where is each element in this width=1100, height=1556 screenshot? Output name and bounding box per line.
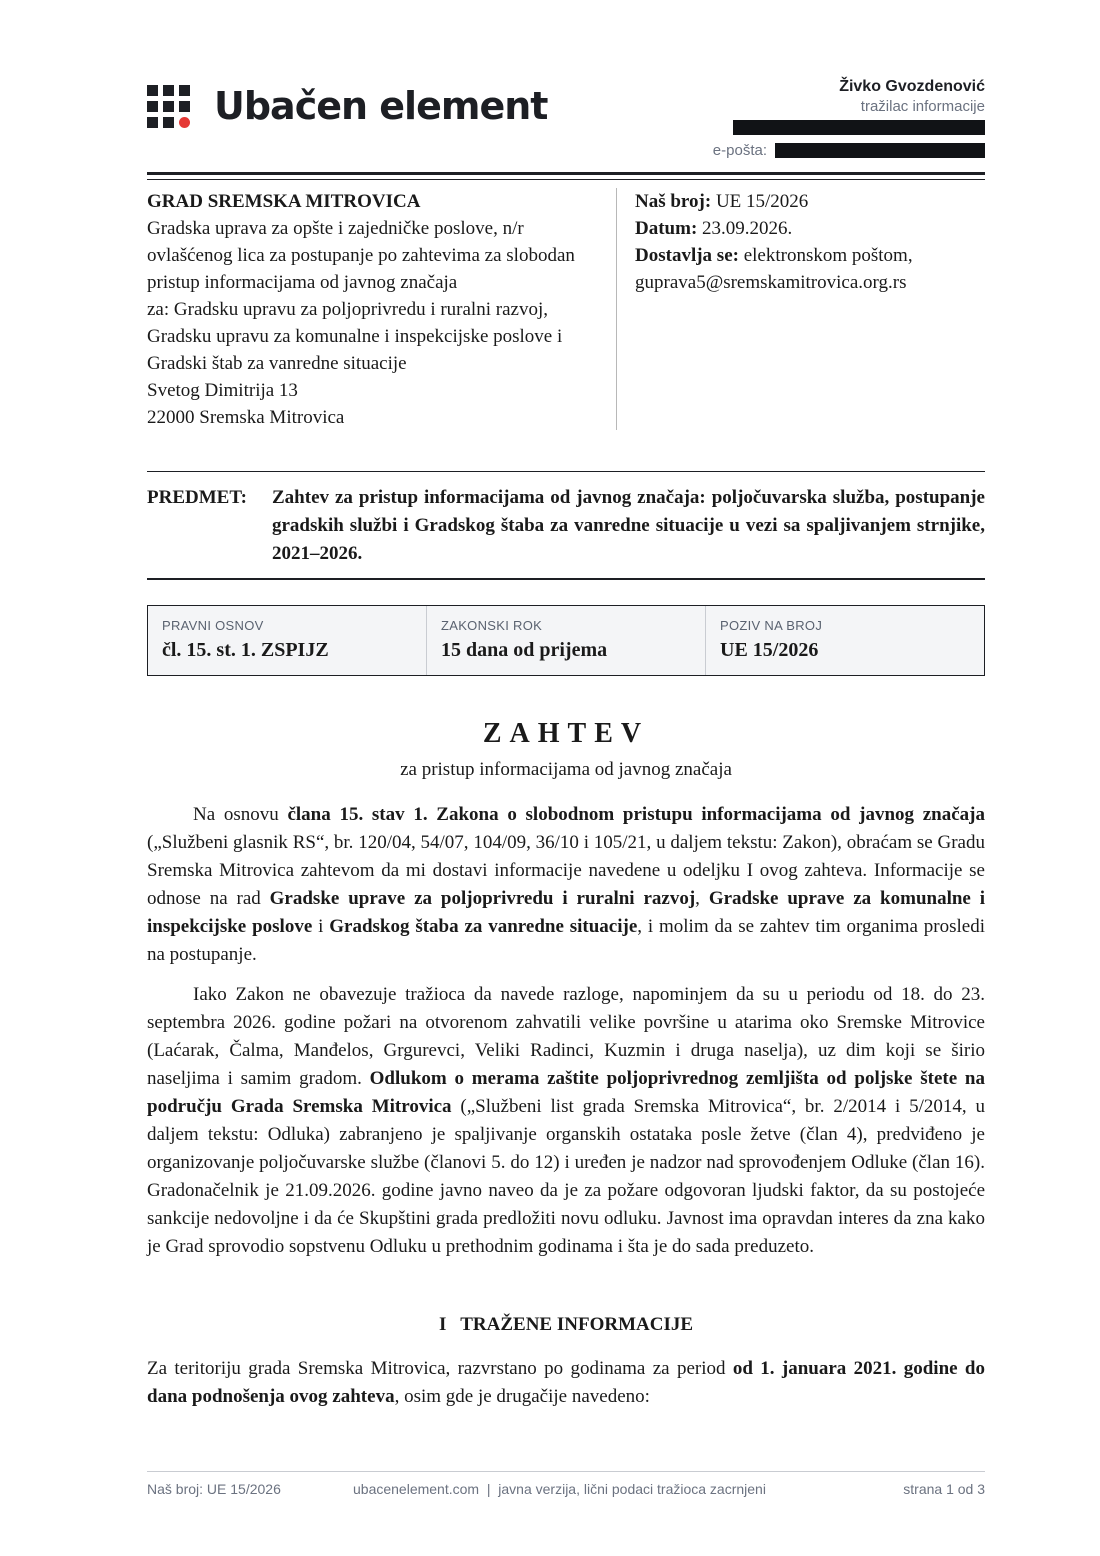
subject-text: Zahtev za pristup informacijama od javnog značaja: poljočuvarska služba, postupanje gradskih službi i Gradskog štaba za vanredne situacije u vezi sa spaljivanjem strnjike, 2021–2026. <box>272 487 985 564</box>
subject-rule-bottom <box>147 578 985 580</box>
logo-grid-icon <box>147 85 190 128</box>
email-label: e-pošta: <box>712 142 767 159</box>
address-line: pristup informacijama od javnog značaja <box>147 272 458 293</box>
requester-name: Živko Gvozdenović <box>839 78 985 95</box>
subject <box>147 484 985 568</box>
footer-reference: Naš broj: UE 15/2026 <box>147 1481 281 1497</box>
our-number: Naš broj: UE 15/2026 <box>635 191 809 212</box>
footer-rule <box>147 1471 985 1472</box>
requester-block <box>713 78 985 159</box>
address-line: za: Gradsku upravu za poljoprivredu i ruralni razvoj, <box>147 299 548 320</box>
requester-role: tražilac informacije <box>860 98 985 115</box>
info-boxes <box>147 605 985 676</box>
document-subtitle: za pristup informacijama od javnog značaja <box>400 759 732 780</box>
date: Datum: 23.09.2026. <box>635 218 793 239</box>
document-title: ZAHTEV <box>482 718 650 749</box>
address-line: ovlašćenog lica za postupanje po zahtevima za slobodan <box>147 245 575 266</box>
recipient-org: GRAD SREMSKA MITROVICA <box>147 191 421 212</box>
delivery: Dostavlja se: elektronskom poštom, <box>635 245 913 266</box>
brand <box>147 84 547 128</box>
column-divider <box>616 188 617 430</box>
paragraph-scope: Za teritoriju grada Sremska Mitrovica, razvrstano po godinama za period od 1. januara 2021. godine do dana podnošenja ovog zahteva, osim gde je drugačije navedeno: <box>147 1358 985 1407</box>
address-line: Gradski štab za vanredne situacije <box>147 353 407 374</box>
delivery-email: guprava5@sremskamitrovica.org.rs <box>635 272 907 293</box>
email-row <box>713 142 985 159</box>
redacted-email <box>775 143 985 158</box>
footer-site: ubacenelement.com | javna verzija, lični podaci tražioca zacrnjeni <box>353 1481 766 1497</box>
header-rule <box>147 172 985 175</box>
footer-page: strana 1 od 3 <box>903 1481 985 1497</box>
redacted-address <box>733 120 985 135</box>
brand-name: Ubačen element <box>214 84 548 128</box>
address-line: Svetog Dimitrija 13 <box>147 380 298 401</box>
paragraph-reasons: Iako Zakon ne obavezuje tražioca da navede razloge, napominjem da su u periodu od 18. do 23. septembra 2026. godine požari na otvorenom zahvatili velike površine u atarima oko Sremske Mitrovice (Laćarak, Čalma, Manđelos, Grgurevci, Veliki Radinci, Kuzmin i druga naselja), uz dim koji se širio naseljima i samim gradom. Odlukom o merama zaštite poljoprivrednog zemljišta od poljske štete na području Grada Sremska Mitrovica („Službeni list grada Sremska Mitrovica“, br. 2/2014 i 5/2014, u daljem tekstu: Odluka) zabranjeno je spaljivanje organskih ostataka posle žetve (član 4), predviđeno je organizovanje poljočuvarske službe (članovi 5. do 12) i uređen je nadzor nad sprovođenjem Odluke (član 16). Gradonačelnik je 21.09.2026. godine javno naveo da je za požare odgovoran ljudski faktor, da su postojeće sankcije nedovoljne i da će Skupštini grada predložiti novu odluku. Javnost ima opravdan interes da zna kako je Grad sprovodio sopstvenu Odluku u prethodnim godinama i šta je do sada preduzeto. <box>147 984 985 1257</box>
subject-label: PREDMET: <box>147 487 247 508</box>
address-line: Gradska uprava za opšte i zajedničke poslove, n/r <box>147 218 524 239</box>
info-box-reference: POZIV NA BROJ UE 15/2026 <box>720 618 823 661</box>
section-title: I TRAŽENE INFORMACIJE <box>438 1314 694 1335</box>
subject-rule-top <box>147 471 985 472</box>
paragraph-legal-basis: Na osnovu člana 15. stav 1. Zakona o slobodnom pristupu informacijama od javnog značaja („Službeni glasnik RS“, br. 120/04, 54/07, 104/09, 36/10 i 105/21, u daljem tekstu: Zakon), obraćam se Gradu Sremska Mitrovica zahtevom da mi dostavi informacije navedene u odeljku I ovog zahteva. Informacije se odnose na rad Gradske uprave za poljoprivredu i ruralni razvoj, Gradske uprave za komunalne i inspekcijske poslove i Gradskog štaba za vanredne situacije, i molim da se zahtev tim organima prosledi na postupanje. <box>147 804 986 965</box>
info-box-deadline: ZAKONSKI ROK 15 dana od prijema <box>427 606 706 675</box>
address-line: Gradsku upravu za komunalne i inspekcijske poslove i <box>147 326 563 347</box>
document-meta <box>635 188 985 296</box>
header-rule-thin <box>147 179 985 180</box>
info-box-legal-basis: PRAVNI OSNOV čl. 15. st. 1. ZSPIJZ <box>148 606 427 675</box>
address-line: 22000 Sremska Mitrovica <box>147 407 345 428</box>
recipient-address <box>147 188 609 431</box>
